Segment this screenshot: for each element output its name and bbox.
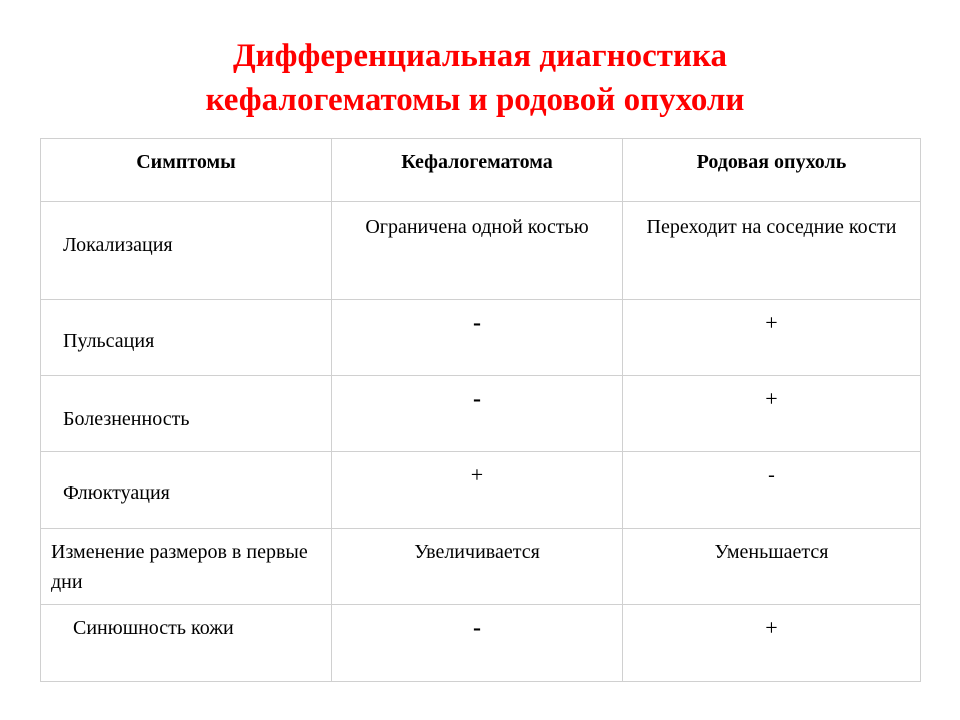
birth-tumor-cell [623, 300, 921, 376]
symptom-label: Синюшность кожи [73, 617, 234, 639]
birth-tumor-value: Переходит на соседние кости [646, 216, 897, 238]
birth-tumor-cell [623, 605, 921, 682]
birth-tumor-value: + [765, 310, 778, 335]
cephalohematoma-cell [332, 202, 623, 300]
cephalohematoma-cell [332, 452, 623, 529]
symptom-cell [41, 529, 332, 605]
symptom-cell [41, 300, 332, 376]
symptom-label: Болезненность [63, 408, 190, 430]
cephalohematoma-cell [332, 376, 623, 452]
cephalohematoma-cell [332, 605, 623, 682]
symptom-label: Изменение размеров в первые дни [51, 541, 308, 593]
birth-tumor-value: Уменьшается [714, 541, 829, 563]
cephalohematoma-value: Увеличивается [414, 541, 540, 563]
cephalohematoma-value: - [473, 615, 481, 641]
symptom-label: Пульсация [63, 330, 155, 352]
header-cephalohematoma: Кефалогематома [332, 139, 623, 202]
slide-title [0, 34, 960, 122]
symptom-cell [41, 376, 332, 452]
cephalohematoma-value: - [473, 310, 481, 336]
table-row [41, 605, 921, 682]
differential-diagnosis-table [40, 138, 921, 682]
cephalohematoma-value: + [470, 462, 484, 487]
cephalohematoma-cell [332, 300, 623, 376]
table-row [41, 300, 921, 376]
birth-tumor-value: - [768, 464, 775, 486]
header-birth-tumor: Родовая опухоль [623, 139, 921, 202]
symptom-cell [41, 452, 332, 529]
table-row [41, 529, 921, 605]
symptom-label: Флюктуация [63, 482, 170, 504]
slide-title-line-2: кефалогематомы и родовой опухоли [205, 82, 745, 118]
birth-tumor-cell [623, 202, 921, 300]
birth-tumor-cell [623, 452, 921, 529]
symptom-cell [41, 202, 332, 300]
header-symptoms: Симптомы [41, 139, 332, 202]
cephalohematoma-value: - [473, 386, 481, 412]
slide-title-line-1: Дифференциальная диагностика [232, 38, 728, 74]
birth-tumor-cell [623, 529, 921, 605]
cephalohematoma-cell [332, 529, 623, 605]
table-row [41, 202, 921, 300]
symptom-cell [41, 605, 332, 682]
cephalohematoma-value: Ограничена одной костью [365, 216, 589, 238]
birth-tumor-value: + [765, 615, 778, 640]
table-row [41, 376, 921, 452]
table-header-row [41, 139, 921, 202]
table-row [41, 452, 921, 529]
birth-tumor-cell [623, 376, 921, 452]
symptom-label: Локализация [63, 234, 173, 256]
birth-tumor-value: + [765, 386, 778, 411]
